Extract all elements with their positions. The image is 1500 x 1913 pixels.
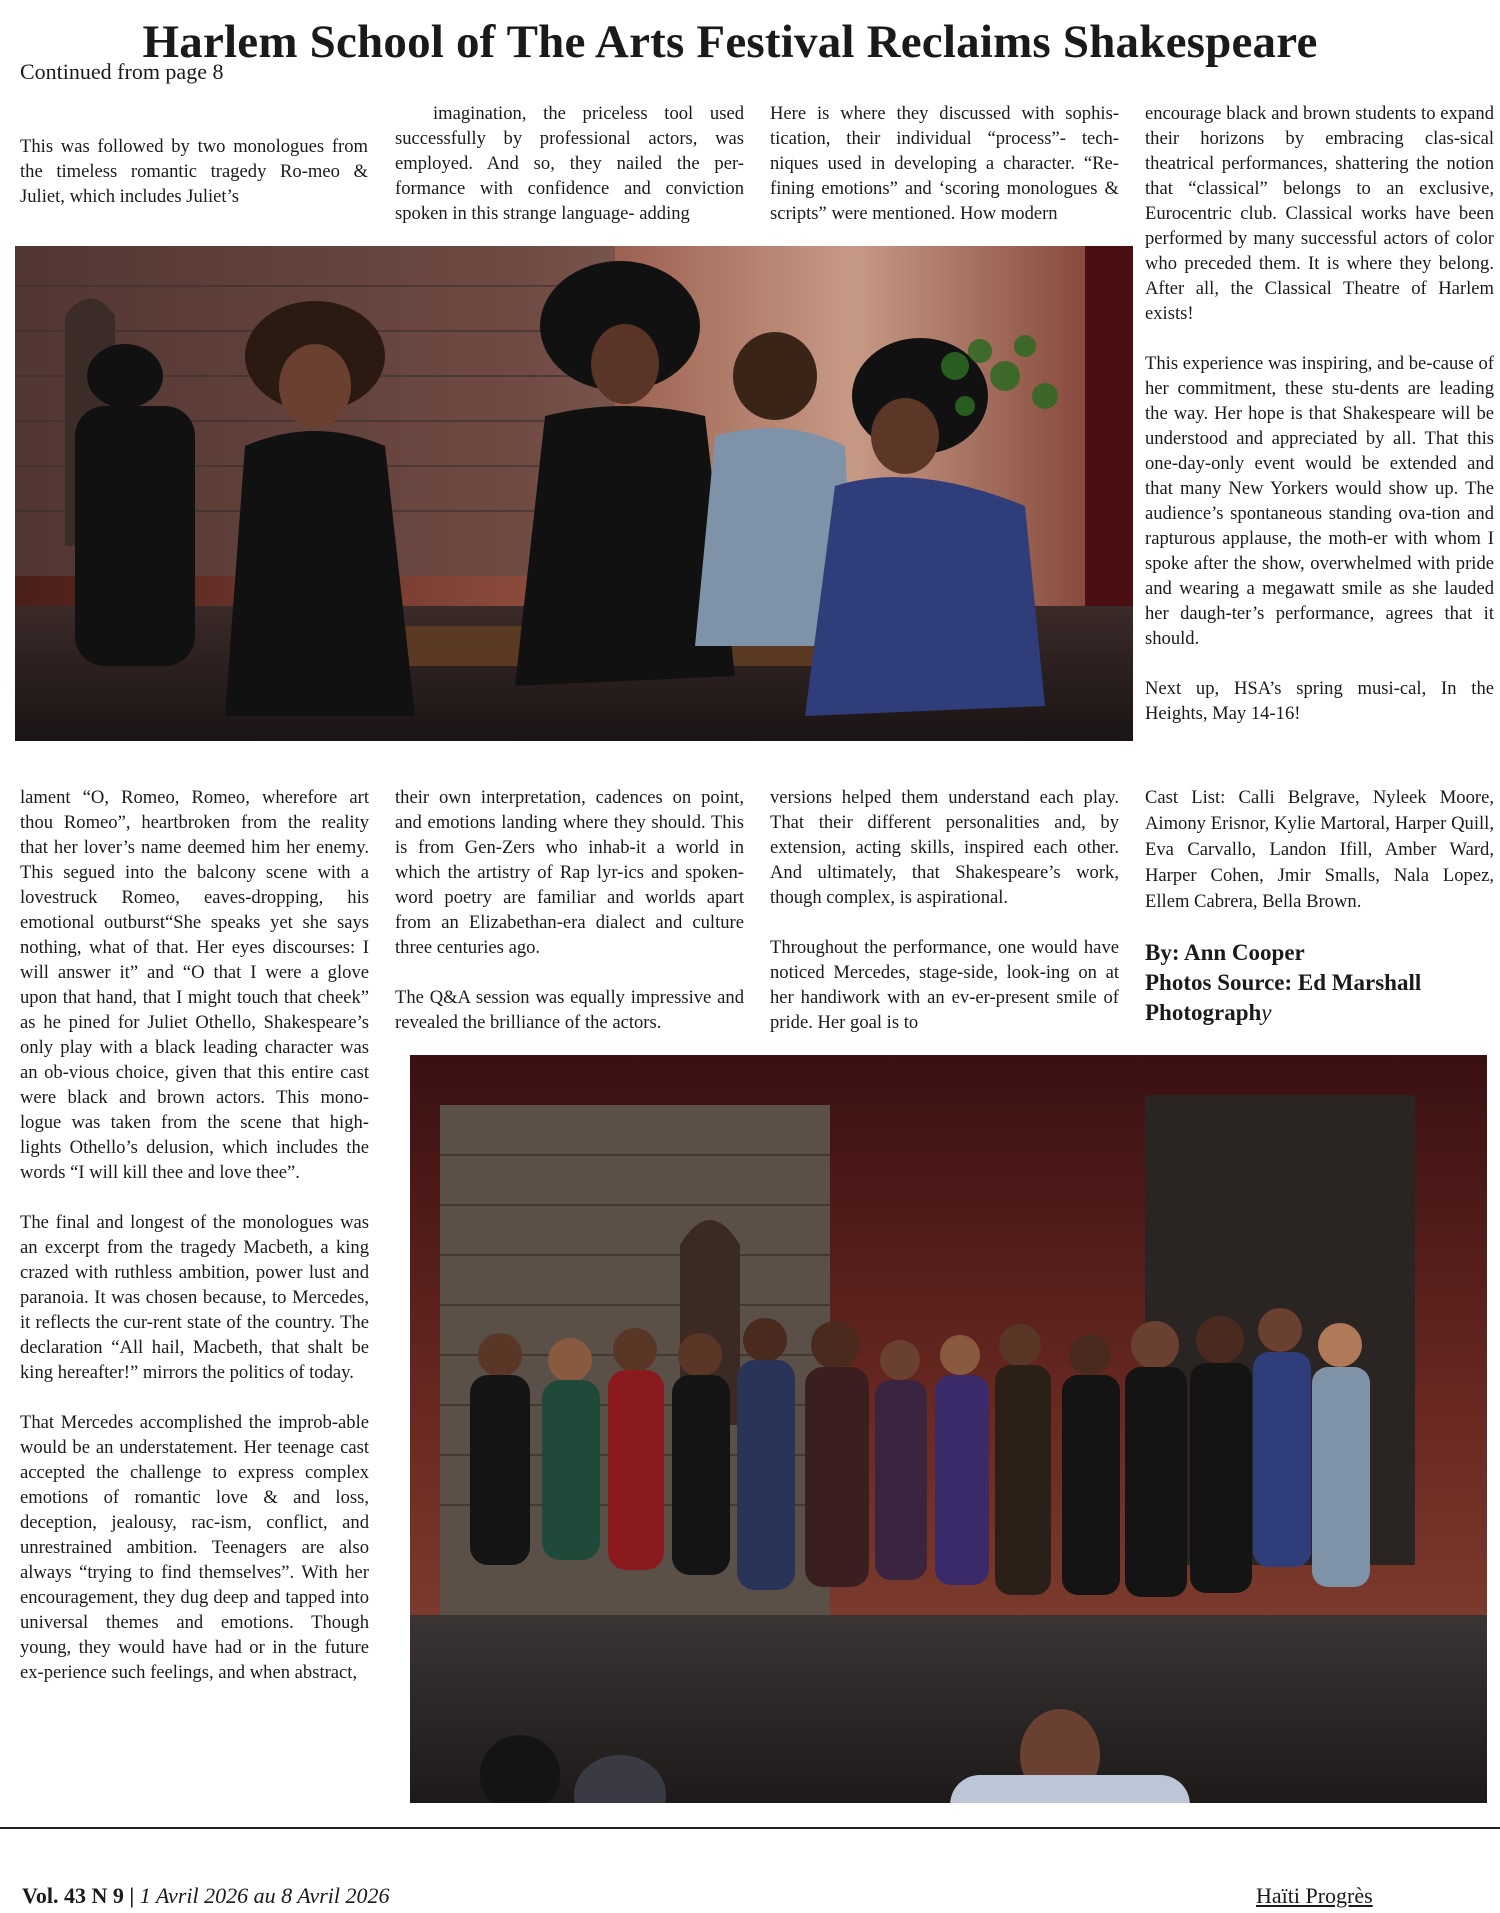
bottom-column-1	[20, 785, 369, 1685]
paragraph: imagination, the priceless tool used successfully by professional actors, was employed. And so, they nailed the per-formance with confidence and conviction spoken in this strange language- adding	[395, 103, 744, 224]
author-credit: By: Ann Cooper	[1145, 940, 1305, 965]
paragraph: encourage black and brown students to expand their horizons by embracing clas-sical theatrical performances, shattering the notion that “classical” belongs to an exclusive, Eurocentric club. Classical works have been performed by many successful actors of color who preceded them. It is where they belong. After all, the Classical Theatre of Harlem exists!	[1145, 103, 1494, 324]
issue-info	[22, 1882, 390, 1910]
paragraph: This was followed by two monologues from the timeless romantic tragedy Ro-meo & Juliet, which includes Juliet’s	[20, 136, 368, 207]
paragraph: their own interpretation, cadences on point, and emotions landing where they should. This is from Gen-Zers who inhab-it a world in which the artistry of Rap lyr-ics and spoken-word poetry are familiar and worlds apart from an Elizabethan-era dialect and culture three centuries ago.	[395, 787, 744, 958]
top-column-3	[770, 101, 1119, 226]
paragraph: Here is where they discussed with sophis-tication, their individual “process”- tech-niques used in developing a character. “Re-fining emotions” and ‘scoring monologues & scripts” were mentioned. How modern	[770, 103, 1119, 224]
photo-credit: Photos Source: Ed Marshall	[1145, 970, 1422, 995]
byline	[1145, 938, 1421, 1028]
volume-number: Vol. 43 N 9	[22, 1883, 124, 1908]
paragraph: The Q&A session was equally impressive and revealed the brilliance of the actors.	[395, 987, 744, 1033]
stage-photo-seated-actors	[15, 246, 1133, 741]
photo-credit-line2	[1145, 998, 1421, 1028]
paragraph: This experience was inspiring, and be-cause of her commitment, these stu-dents are leading the way. Her hope is that Shakespeare will be understood and appreciated by all. That this one-day-only event would be extended and that many New Yorkers would show up. The audience’s spontaneous standing ova-tion and rapturous applause, the moth-er with whom I spoke after the show, overwhelmed with pride and wearing a megawatt smile as she lauded her daugh-ter’s performance, agrees that it should.	[1145, 353, 1494, 649]
top-column-4	[1145, 101, 1494, 726]
footer-separator: |	[123, 1883, 140, 1908]
top-column-1	[20, 134, 368, 209]
paragraph: versions helped them understand each play. That their different personalities and, by extension, acting skills, inspired each other. And ultimately, that Shakespeare’s work, though complex, is aspirational.	[770, 787, 1119, 908]
paragraph: lament “O, Romeo, Romeo, wherefore art thou Romeo”, heartbroken from the reality that her lover’s name deemed him her enemy. This segued into the balcony scene with a lovestruck Romeo, eaves-dropping, his emotional outburst“She speaks yet she says nothing, what of that. Her eyes discourses: I will answer it” and “O that I were a glove upon that hand, that I might touch that cheek” as he pined for Juliet Othello, Shakespeare’s only play with a black leading character was an ob-vious choice, given that this entire cast were black and brown actors. This mono-logue was taken from the scene that high-lights Othello’s delusion, which includes the words “I will kill thee and love thee”.	[20, 787, 369, 1183]
paragraph: Throughout the performance, one would have noticed Mercedes, stage-side, look-ing on at her handiwork with an ev-er-present smile of pride. Her goal is to	[770, 937, 1119, 1033]
bottom-column-3	[770, 785, 1119, 1035]
footer-rule	[0, 1827, 1500, 1829]
top-column-2	[395, 101, 744, 226]
paragraph: Next up, HSA’s spring musi-cal, In the Heights, May 14-16!	[1145, 678, 1494, 724]
photo-credit-main: Photograph	[1145, 1000, 1262, 1025]
bottom-column-2	[395, 785, 744, 1035]
photo-credit-end: y	[1261, 1000, 1272, 1025]
stage-photo-cast-curtain-call	[410, 1055, 1487, 1803]
publication-name: Haïti Progrès	[1256, 1883, 1373, 1908]
paragraph: That Mercedes accomplished the improb-able would be an understatement. Her teenage cast accepted the challenge to express complex emotions of romantic love & and loss, deception, jealousy, rac-ism, conflict, and unrestrained ambition. Teenagers are also always “trying to find themselves”. With her encouragement, they dug deep and tapped into universal themes and emotions. Though young, they would have had or in the future ex-perience such feelings, and when abstract,	[20, 1412, 369, 1683]
cast-list: Cast List: Calli Belgrave, Nyleek Moore, Aimony Erisnor, Kylie Martoral, Harper Quill, Eva Carvallo, Landon Ifill, Amber Ward, Harper Cohen, Jmir Smalls, Nala Lopez, Ellem Cabrera, Bella Brown.	[1145, 787, 1494, 912]
bottom-column-4	[1145, 785, 1494, 915]
paragraph: The final and longest of the monologues was an excerpt from the tragedy Macbeth, a king crazed with ruthless ambition, power lust and paranoia. It was chosen because, to Mercedes, it reflects the cur-rent state of the country. The declaration “All hail, Macbeth, that shalt be king hereafter!” mirrors the politics of today.	[20, 1212, 369, 1383]
headline: Harlem School of The Arts Festival Reclaims Shakespeare	[142, 16, 1318, 68]
issue-dates: 1 Avril 2026 au 8 Avril 2026	[139, 1883, 390, 1908]
continued-from-label: Continued from page 8	[20, 59, 224, 84]
